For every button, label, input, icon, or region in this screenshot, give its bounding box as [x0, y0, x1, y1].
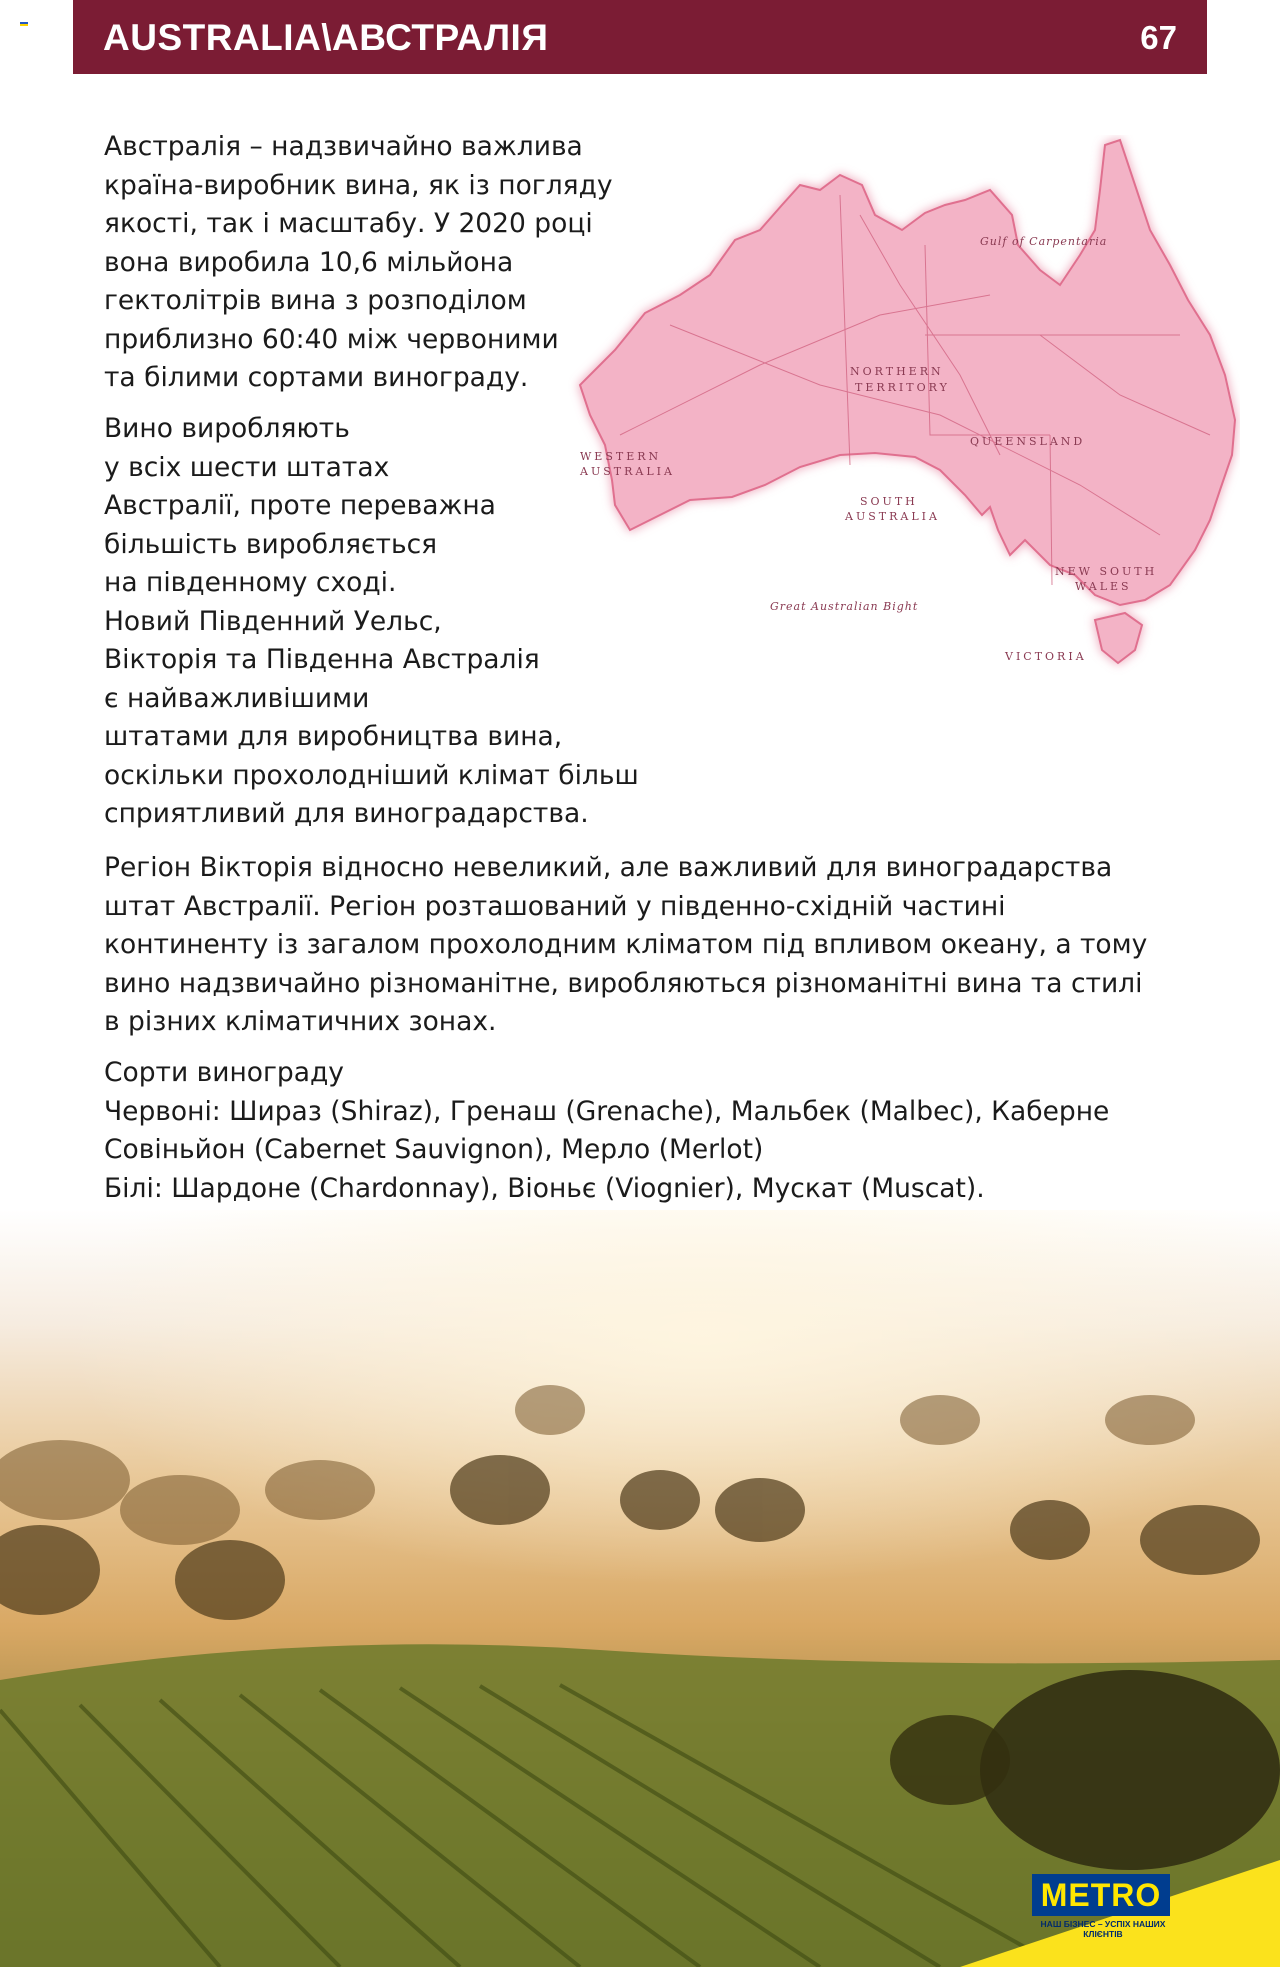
states-paragraph: Вино виробляють у всіх шести штатах Австралії, проте переважна більшість виробляється на південному сході. Новий Південний Уельс, Вікторія та Південна Австралія є найважливішими штатами для виробництва вина, оскільки прохолодніший клімат більш сприятливий для виноградарства.: [104, 413, 639, 829]
metro-logo: [1028, 1874, 1178, 1939]
svg-text:AUSTRALIA: AUSTRALIA: [845, 510, 940, 523]
map-label-victoria: VICTORIA: [1005, 650, 1087, 663]
map-label-northern-territory: NORTHERN: [850, 365, 944, 378]
map-label-great-australian-bight: Great Australian Bight: [770, 600, 919, 613]
map-label-south-australia: SOUTH: [860, 495, 918, 508]
map-label-queensland: QUEENSLAND: [970, 435, 1086, 448]
flag-icon: [20, 22, 28, 26]
page-number: 67: [1140, 19, 1177, 56]
vineyard-landscape-image: [0, 1210, 1280, 1967]
intro-paragraph: Австралія – надзвичайно важлива країна-виробник вина, як із погляду якості, так і масштабу. У 2020 році вона виробила 10,6 мільйона гектолітрів вина з розподілом приблизно 60:40 між червоними та білими сортами винограду.: [104, 131, 613, 393]
map-label-new-south-wales: NEW SOUTH: [1055, 565, 1158, 578]
page-title: AUSTRALIA\АВСТРАЛІЯ: [103, 17, 549, 58]
australia-mainland-shape: [580, 140, 1235, 663]
tasmania-shape: [1095, 613, 1142, 663]
victoria-paragraph: Регіон Вікторія відносно невеликий, але важливий для виноградарства штат Австралії. Регіон розташований у південно-східній частині континенту із загалом прохолодним кліматом під впливом океану, а тому вино надзвичайно різноманітне, виробляються різноманітні вина та стилі в різних кліматичних зонах.: [104, 852, 1148, 1037]
svg-text:AUSTRALIA: AUSTRALIA: [580, 465, 675, 478]
page-header: [73, 0, 1207, 74]
grape-varieties: Сорти винограду Червоні: Шираз (Shiraz), Гренаш (Grenache), Мальбек (Malbec), Каберне Совіньйон (Cabernet Sauvignon), Мерло (Merlot) Білі: Шардоне (Chardonnay), Віоньє (Viognier), Мускат (Muscat).: [104, 1054, 1109, 1208]
map-label-western-australia: WESTERN: [580, 450, 662, 463]
svg-text:TERRITORY: TERRITORY: [855, 381, 950, 394]
svg-text:WALES: WALES: [1075, 580, 1132, 593]
metro-tagline: НАШ БІЗНЕС – УСПІХ НАШИХ КЛІЄНТІВ: [1040, 1919, 1166, 1939]
grape-varieties-heading: Сорти винограду: [104, 1057, 344, 1088]
metro-logo-text: METRO: [1040, 1877, 1162, 1913]
map-label-gulf: Gulf of Carpentaria: [980, 235, 1108, 248]
